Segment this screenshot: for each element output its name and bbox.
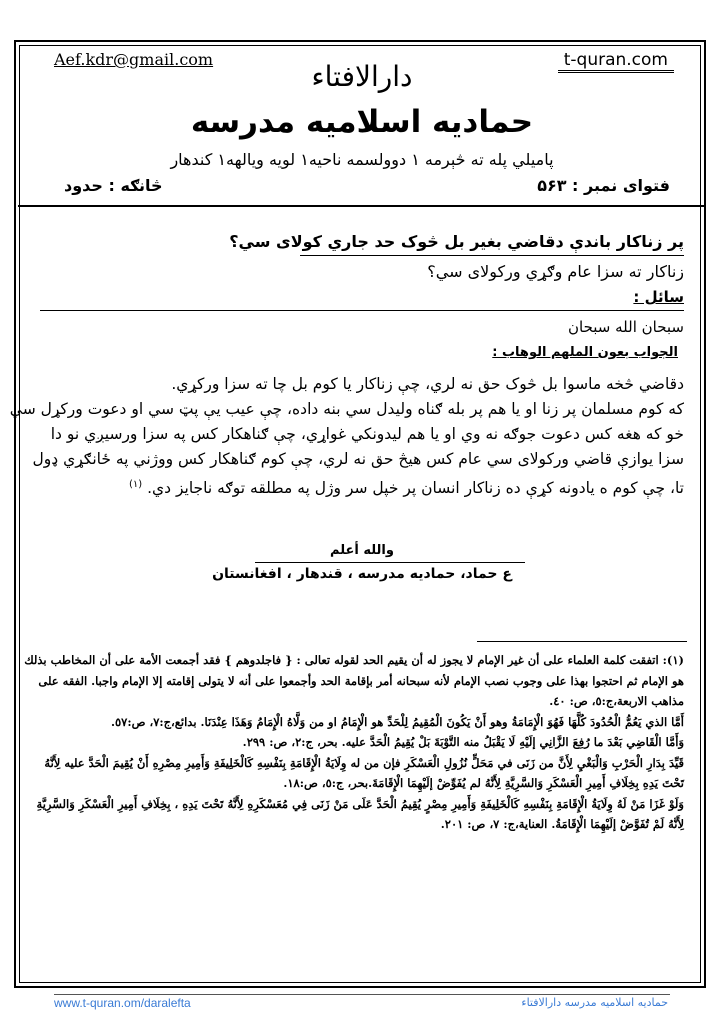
footnote-line: أَمَّا الذي يَعُمُّ الْحُدُودَ كُلَّهَا فَهُوَ الْإِمَامَةُ وهو أَنْ يَكُونَ الْمُقِيمُ لِلْحَدِّ هو الْإِمَامُ او من وَلَّاهُ الْإِمَامُ وَهَذَا عِنْدَنَا. بدائع،ج:٧، ص:٥٧. (110, 714, 684, 729)
fatwa-number: فتوای نمبر : ۵۶۳ (537, 176, 670, 195)
footnote-line: تَحْتَ يَدِهِ بِخِلَافِ أَمِيرِ الْعَسْكَرِ وَالسَّرِيَّةِ لِأَنَّهُ لم يُفَوِّضْ إلَيْهِمَا الْإِقَامَةَ.بحر، ج:٥، ص:١٨. (283, 776, 684, 790)
answer-line-last (40, 472, 684, 501)
asker-name: سبحان الله سبحان (567, 318, 684, 336)
answer-body (9, 372, 684, 501)
header-divider (18, 205, 706, 207)
header-title-madrasa: حمادیه اسلامیه مدرسه (190, 104, 534, 140)
header-site[interactable]: t-quran.com (563, 50, 668, 70)
closing-wallahu-alam: والله أعلم (330, 543, 394, 558)
header-address: پاميلي پله ته څېرمه ۱ دوولسمه ناحيه۱ لويه ويالهه۱ كندهار (170, 150, 554, 169)
question-line-1: پر زناکار باندې دقاضي بغير بل څوک حد جاري کولای سي؟ (229, 232, 684, 251)
answer-line: دقاضي څخه ماسوا بل څوک حق نه لري، چې زناکار يا کوم بل چا ته سزا ورکړي. (171, 375, 684, 393)
answer-line: خو که هغه کس دعوت جوګه نه وي او يا هم ليدونکي غواړي، چې ګناهکار کس په سزا ورسيږي نو دا (50, 425, 684, 443)
footnote-line: قَيِّدَ بِدَارِ الْحَرْبِ وَالْبَغْيِ لِأَنَّ من زَنَى في مَحَلٍّ نُزُولِ الْعَسْكَرِ فإن من له وِلَايَةُ الْإِقَامَةِ بِنَفْسِهِ كَالْخَلِيفَةِ وَأَمِيرِ مِصْرِهِ أَنْ يُقِيمَ الْحَدَّ عليه لِأَنَّهُ (44, 755, 684, 770)
footnote-line: (١): اتفقت كلمة العلماء على أن غير الإمام لا يجوز له أن يقيم الحد لقوله تعالى : { فاجلدوهم } فقد أجمعت الأمة على أن المخاطب بذلك (24, 653, 684, 667)
footer-divider (54, 994, 670, 995)
question-line-2: زناکار ته سزا عام وګړي ورکولای سي؟ (427, 262, 684, 281)
header-title-darulifta: دارالافتاء (311, 60, 413, 93)
fatwa-section: څانګه : حدود (64, 176, 163, 195)
footnote-divider (477, 641, 687, 642)
footnote-line: وَلَوْ غَزَا مَنْ لَهُ وِلَايَةُ الْإِقَامَةِ بِنَفْسِهِ كَالْخَلِيفَةِ وَأَمِيرِ مِصْرٍ يُقِيمُ الْحَدَّ عَلَى مَنْ زَنَى فِي مُعَسْكَرِهِ لِأَنَّهُ تَحْتَ يَدِهِ ، بِخِلَافِ أَمِيرِ الْعَسْكَرِ وَالسَّرِيَّةِ (36, 796, 684, 811)
footnote-marker: (١) (128, 479, 143, 490)
answer-line: که کوم مسلمان پر زنا او يا هم پر بله ګناه وليدل سي بنه داده، چې عيب يې پټ سي او دعوت ورکړل سي (9, 400, 684, 418)
footnote-line: مذاهب الاربعة،ج:٥، ص: ٤٠. (549, 694, 684, 708)
question-underline (300, 255, 684, 256)
footnote-line: وَأَمَّا الْقَاضِي بَعْدَ ما رُفِعَ الزَّانِي إلَيْهِ لَا يَقْبَلُ منه التَّوْبَةَ بَلْ يُقِيمُ الْحَدَّ عليه. بحر، ج:٢، ص: ٢٩٩. (242, 735, 684, 749)
asker-divider (40, 310, 684, 311)
answer-line: سزا يوازې قاضي ورکولای سي عام کس هيڅ حق نه لري، چې کوم ګناهکار کس ووژني په ځانګړي ډول (32, 450, 684, 468)
footnote-line: هو الإمام ثم احتجوا بهذا على وجوب نصب الإمام لأنه سبحانه أمر بإقامة الحد وأجمعوا على أنه لا يتولى إقامته إلا الإمام واجبا. الفقه على (38, 673, 684, 688)
footnote-line: لِأَنَّهُ لَمْ تُفَوَّضْ إلَيْهِمَا الْإِقَامَةُ. العناية،ج: ٧، ص: ٢٠١. (440, 817, 684, 831)
answer-heading: الجواب بعون الملهم الوهاب : (492, 345, 678, 360)
asker-label: سائل : (633, 288, 684, 306)
footer-url-link[interactable]: www.t-quran.om/daralefta (54, 996, 191, 1010)
header-email[interactable]: Aef.kdr@gmail.com (54, 50, 214, 69)
signature-line (255, 562, 525, 563)
signature: ع حماد، حماديه مدرسه ، قندهار ، افغانستان (212, 566, 512, 582)
footer-name: حماديه اسلاميه مدرسه دارالافتاء (521, 996, 668, 1009)
answer-line-text: تا، چې کوم ه يادونه کړې ده زناکار انسان پر خپل سر وژل په مطلقه توګه ناجايز دي. (147, 479, 684, 498)
footnotes (24, 650, 684, 835)
